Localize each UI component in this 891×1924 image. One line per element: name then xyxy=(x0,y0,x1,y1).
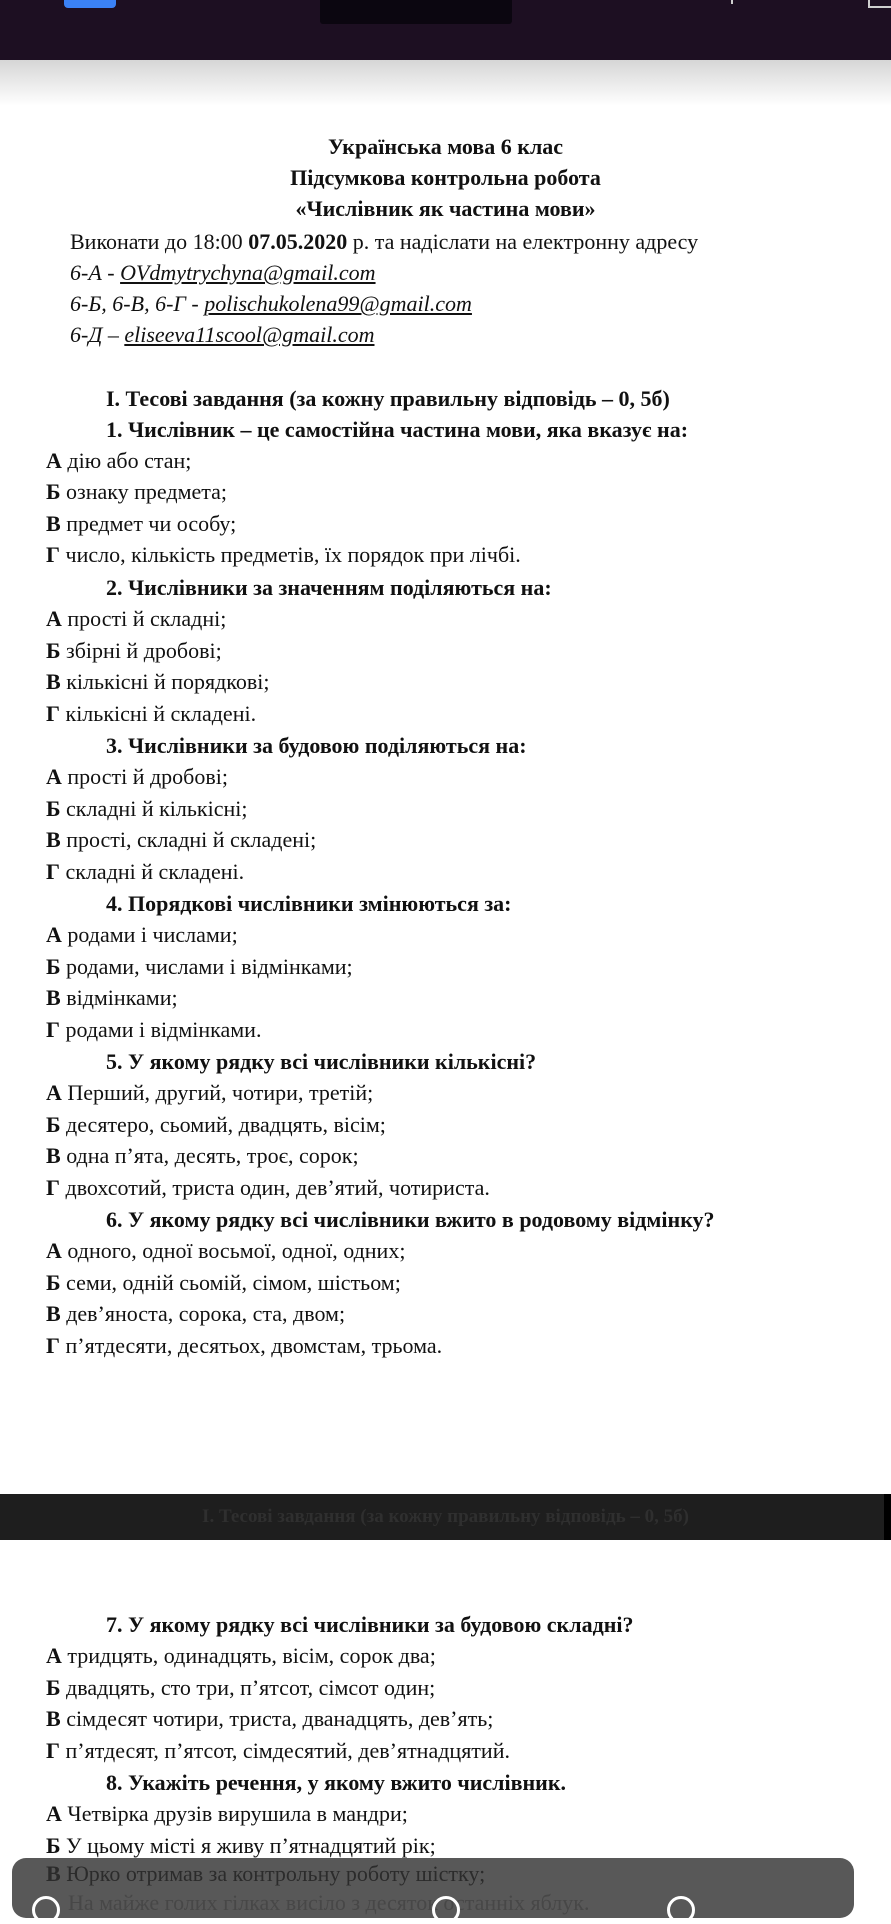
option-b xyxy=(46,952,353,982)
option-c xyxy=(46,825,316,855)
option-letter: Г xyxy=(46,1333,60,1358)
deadline-suffix: р. та надіслати на електронну адресу xyxy=(347,229,699,254)
question-5: 5. У якому рядку всі числівники кількісні? xyxy=(106,1049,537,1074)
option-letter: В xyxy=(46,511,61,536)
question-4: 4. Порядкові числівники змінюються за: xyxy=(106,891,512,916)
option-letter: Б xyxy=(46,479,61,504)
option-text: У цьому місті я живу п’ятнадцятий рік; xyxy=(60,1833,436,1858)
option-a xyxy=(46,762,228,792)
option-letter: В xyxy=(46,1706,61,1731)
option-text: Перший, другий, чотири, третій; xyxy=(61,1080,374,1105)
question-7: 7. У якому рядку всі числівники за будовою складні? xyxy=(106,1612,634,1637)
section-title: І. Тесові завдання (за кожну правильну відповідь – 0, 5б) xyxy=(106,386,670,411)
option-d xyxy=(46,1173,490,1203)
option-letter: В xyxy=(46,827,61,852)
deadline-line xyxy=(70,227,698,257)
email-line xyxy=(70,258,376,288)
option-letter: А xyxy=(46,922,62,947)
question-3: 3. Числівники за будовою поділяються на: xyxy=(106,733,527,758)
option-text: двадцять, сто три, п’ятсот, сімсот один; xyxy=(60,1675,436,1700)
class-label: 6-Б, 6-В, 6-Г - xyxy=(70,291,205,316)
question-6: 6. У якому рядку всі числівники вжито в родовому відмінку? xyxy=(106,1207,715,1232)
option-a xyxy=(46,1236,405,1266)
email-link[interactable]: eliseeva11scool@gmail.com xyxy=(124,322,375,347)
option-letter: Б xyxy=(46,796,61,821)
option-text: семи, одній сьомій, сімом, шістьом; xyxy=(60,1270,401,1295)
option-text: прості й складні; xyxy=(61,606,227,631)
option-d-partial: На майже голих гілках висіло з десяток останніх яблук. xyxy=(68,1890,590,1915)
option-text: збірні й дробові; xyxy=(60,638,222,663)
option-text: Юрко отримав за контрольну роботу шістку; xyxy=(60,1861,486,1886)
option-letter: В xyxy=(46,1861,61,1886)
option-letter: Г xyxy=(46,701,60,726)
band-edge xyxy=(884,1494,891,1540)
top-app-bar xyxy=(0,0,891,60)
question-8: 8. Укажіть речення, у якому вжито числівник. xyxy=(106,1770,567,1795)
option-d xyxy=(46,1331,442,1361)
class-label: 6-А - xyxy=(70,260,121,285)
option-letter: Г xyxy=(46,1017,60,1042)
handle-icon xyxy=(731,0,733,4)
option-text: п’ятдесят, п’ятсот, сімдесятий, дев’ятнадцятий. xyxy=(60,1738,510,1763)
option-text: тридцять, одинадцять, вісім, сорок два; xyxy=(61,1643,436,1668)
option-letter: В xyxy=(46,1301,61,1326)
option-letter: Г xyxy=(46,859,60,884)
option-letter: В xyxy=(46,669,61,694)
option-letter: А xyxy=(46,1080,62,1105)
deadline-date: 07.05.2020 xyxy=(248,229,348,254)
option-letter: А xyxy=(46,764,62,789)
option-text: прості й дробові; xyxy=(61,764,228,789)
option-letter: А xyxy=(46,448,62,473)
option-text: предмет чи особу; xyxy=(60,511,237,536)
active-tab-indicator[interactable] xyxy=(64,0,116,8)
option-d xyxy=(46,540,521,570)
search-icon[interactable] xyxy=(432,1896,460,1924)
option-c xyxy=(46,983,178,1013)
option-text: родами, числами і відмінками; xyxy=(60,954,353,979)
option-letter: Б xyxy=(46,954,61,979)
refresh-icon[interactable] xyxy=(32,1896,60,1924)
email-line xyxy=(70,320,374,350)
email-link[interactable]: polischukolena99@gmail.com xyxy=(204,291,472,316)
doc-title-topic: «Числівник як частина мови» xyxy=(295,196,596,221)
option-letter: В xyxy=(46,985,61,1010)
fullscreen-icon[interactable] xyxy=(868,0,891,8)
option-text: відмінками; xyxy=(60,985,178,1010)
option-a xyxy=(46,1641,436,1671)
option-text: кількісні й складені. xyxy=(60,701,257,726)
page-shadow xyxy=(0,60,891,106)
email-link[interactable]: OVdmytrychyna@gmail.com xyxy=(120,260,376,285)
option-letter: А xyxy=(46,1238,62,1263)
option-letter: Б xyxy=(46,1270,61,1295)
option-letter: Б xyxy=(46,1833,61,1858)
bottom-toolbar xyxy=(12,1858,854,1918)
option-a xyxy=(46,604,226,634)
option-letter: Б xyxy=(46,638,61,663)
option-text: кількісні й порядкові; xyxy=(60,669,270,694)
option-text: число, кількість предметів, їх порядок при лічбі. xyxy=(60,542,521,567)
question-1: 1. Числівник – це самостійна частина мови, яка вказує на: xyxy=(106,417,689,442)
option-letter: А xyxy=(46,1643,62,1668)
option-text: прості, складні й складені; xyxy=(60,827,317,852)
doc-title-work: Підсумкова контрольна робота xyxy=(290,165,601,190)
option-b xyxy=(46,1673,435,1703)
option-text: десятеро, сьомий, двадцять, вісім; xyxy=(60,1112,386,1137)
option-b xyxy=(46,636,222,666)
option-text: одного, одної восьмої, одної, одних; xyxy=(61,1238,406,1263)
class-label: 6-Д – xyxy=(70,322,125,347)
option-a xyxy=(46,1799,408,1829)
option-a xyxy=(46,920,238,950)
option-text: складні й кількісні; xyxy=(60,796,248,821)
option-d xyxy=(46,1015,261,1045)
band-section-title: І. Тесові завдання (за кожну правильну відповідь – 0, 5б) xyxy=(202,1506,689,1527)
option-c xyxy=(46,667,270,697)
option-b xyxy=(46,1831,436,1861)
option-a xyxy=(46,446,191,476)
option-letter: В xyxy=(46,1143,61,1168)
option-text: одна п’ята, десять, троє, сорок; xyxy=(60,1143,359,1168)
option-letter: Б xyxy=(46,1112,61,1137)
option-d xyxy=(46,699,256,729)
deadline-prefix: Виконати до 18:00 xyxy=(70,229,249,254)
option-d xyxy=(46,857,244,887)
option-b xyxy=(46,477,227,507)
option-text: родами і числами; xyxy=(61,922,238,947)
option-a xyxy=(46,1078,373,1108)
option-text: п’ятдесяти, десятьох, двомстам, трьома. xyxy=(60,1333,443,1358)
option-b xyxy=(46,794,247,824)
option-text: Четвірка друзів вирушила в мандри; xyxy=(61,1801,408,1826)
option-text: дію або стан; xyxy=(61,448,192,473)
option-letter: Г xyxy=(46,542,60,567)
option-text: дев’яноста, сорока, ста, двом; xyxy=(60,1301,346,1326)
info-icon[interactable] xyxy=(667,1896,695,1924)
option-b xyxy=(46,1110,386,1140)
option-letter: Г xyxy=(46,1738,60,1763)
option-c xyxy=(46,1859,485,1889)
option-letter: А xyxy=(46,606,62,631)
option-b xyxy=(46,1268,401,1298)
question-2: 2. Числівники за значенням поділяються на: xyxy=(106,575,552,600)
option-letter: Г xyxy=(46,1175,60,1200)
option-text: ознаку предмета; xyxy=(60,479,228,504)
tab-handle[interactable] xyxy=(320,0,512,24)
option-letter: Б xyxy=(46,1675,61,1700)
option-c xyxy=(46,1299,345,1329)
option-text: двохсотий, триста один, дев’ятий, чотириста. xyxy=(60,1175,490,1200)
option-c xyxy=(46,1141,359,1171)
option-c xyxy=(46,1704,493,1734)
email-line xyxy=(70,289,472,319)
option-text: складні й складені. xyxy=(60,859,245,884)
option-letter: А xyxy=(46,1801,62,1826)
option-text: родами і відмінками. xyxy=(60,1017,262,1042)
option-text: сімдесят чотири, триста, дванадцять, дев’ять; xyxy=(60,1706,494,1731)
option-c xyxy=(46,509,236,539)
doc-title-subject: Українська мова 6 клас xyxy=(327,134,564,159)
option-d xyxy=(46,1736,510,1766)
